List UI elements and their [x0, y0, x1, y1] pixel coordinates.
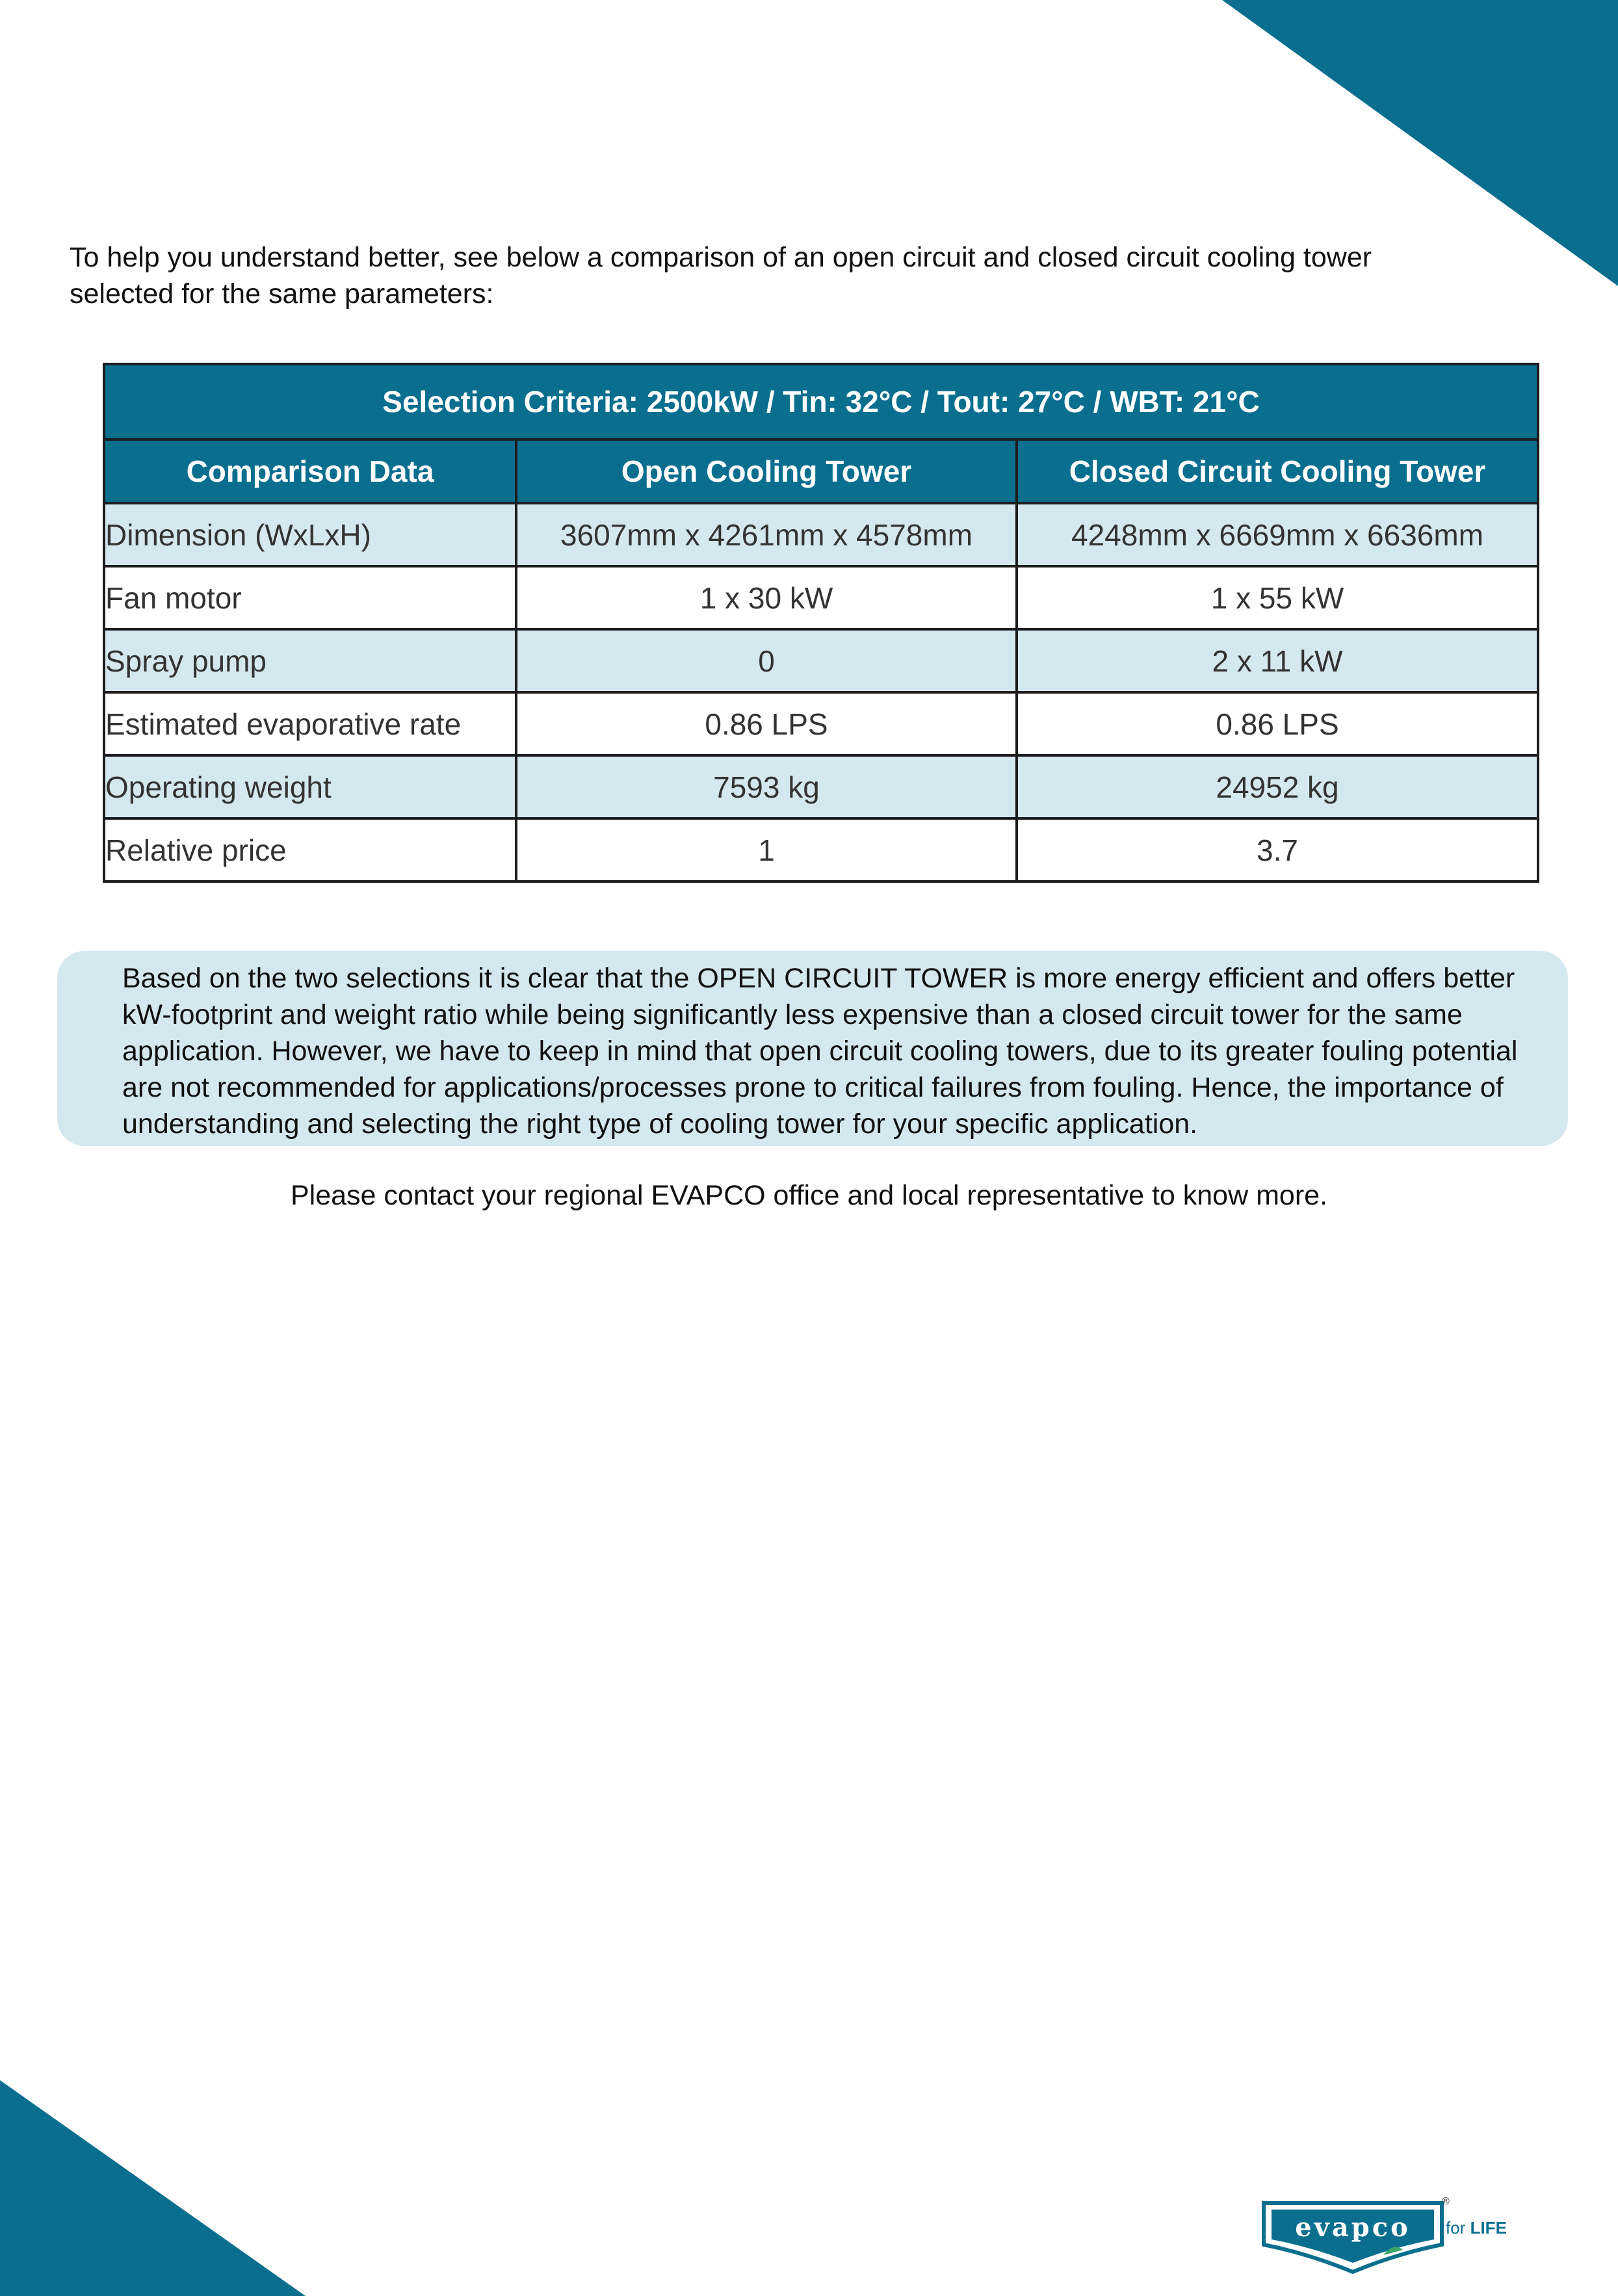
intro-line-1: To help you understand better, see below a comparison of an open circuit and closed circuit cooling tower: [70, 242, 1372, 273]
table-row: [104, 818, 1538, 881]
closed-tower-value: 2 x 11 kW: [1017, 629, 1538, 692]
table-row: [104, 566, 1538, 629]
logo-wordmark: evapco: [1295, 2212, 1411, 2243]
summary-panel: [57, 951, 1568, 1146]
row-label: Fan motor: [104, 566, 516, 629]
corner-decoration-bottom-left: [0, 2080, 306, 2296]
row-label: Relative price: [104, 818, 516, 881]
table-row: [104, 755, 1538, 818]
open-tower-value: 1 x 30 kW: [516, 566, 1017, 629]
row-label: Dimension (WxLxH): [104, 503, 516, 566]
comparison-table: [103, 363, 1539, 883]
closed-tower-value: 1 x 55 kW: [1017, 566, 1538, 629]
row-label: Operating weight: [104, 755, 516, 818]
open-tower-value: 0: [516, 629, 1017, 692]
closed-tower-value: 4248mm x 6669mm x 6636mm: [1017, 503, 1538, 566]
registered-mark: ®: [1442, 2196, 1450, 2207]
open-tower-value: 7593 kg: [516, 755, 1017, 818]
logo-tagline: [1446, 2218, 1507, 2238]
closed-tower-value: 3.7: [1017, 818, 1538, 881]
intro-paragraph: [70, 239, 1435, 312]
tagline-prefix: for: [1446, 2218, 1470, 2237]
table-row: [104, 629, 1538, 692]
table-row: [104, 692, 1538, 755]
column-header-closed-circuit-cooling-tower: Closed Circuit Cooling Tower: [1017, 439, 1538, 503]
open-tower-value: 3607mm x 4261mm x 4578mm: [516, 503, 1017, 566]
column-header-comparison-data: Comparison Data: [104, 439, 516, 503]
column-header-open-cooling-tower: Open Cooling Tower: [516, 439, 1017, 503]
closed-tower-value: 24952 kg: [1017, 755, 1538, 818]
summary-text: Based on the two selections it is clear that the OPEN CIRCUIT TOWER is more energy efficient and offers better kW-footprint and weight ratio while being significantly less expensive than a closed circuit tower for the same application. However, we have to keep in mind that open circuit cooling towers, due to its greater fouling potential are not recommended for applications/processes prone to critical failures from fouling. Hence, the importance of understanding and selecting the right type of cooling tower for your specific application.: [122, 963, 1518, 1140]
intro-line-2: selected for the same parameters:: [70, 278, 494, 309]
open-tower-value: 1: [516, 818, 1017, 881]
table-row: [104, 503, 1538, 566]
closed-tower-value: 0.86 LPS: [1017, 692, 1538, 755]
open-tower-value: 0.86 LPS: [516, 692, 1017, 755]
row-label: Estimated evaporative rate: [104, 692, 516, 755]
selection-criteria-header: Selection Criteria: 2500kW / Tin: 32°C / Tout: 27°C / WBT: 21°C: [104, 364, 1538, 439]
row-label: Spray pump: [104, 629, 516, 692]
tagline-bold: LIFE: [1470, 2218, 1507, 2237]
contact-line: Please contact your regional EVAPCO office and local representative to know more.: [290, 1180, 1328, 1211]
